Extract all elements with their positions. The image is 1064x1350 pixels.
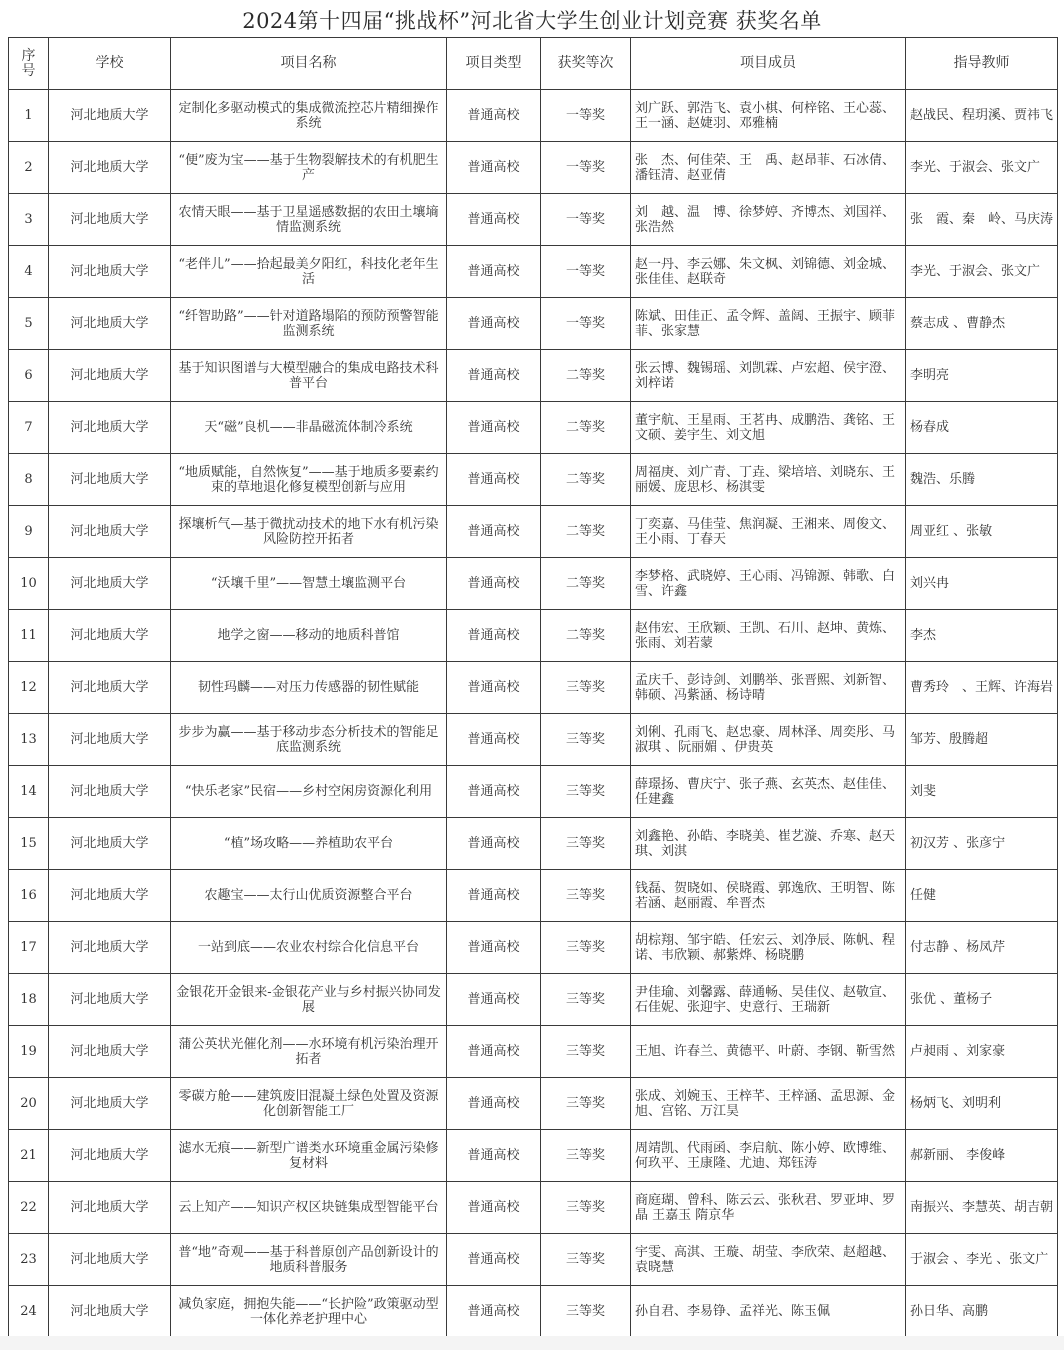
cell-award-level: 三等奖: [541, 1026, 631, 1078]
table-row: [9, 194, 1058, 246]
cell-project-name: 探壤析气—基于微扰动技术的地下水有机污染风险防控开拓者: [171, 506, 447, 558]
cell-no: 2: [9, 142, 49, 194]
table-row: [9, 714, 1058, 766]
cell-members: 刘俐、孔雨飞、赵忠豪、周林泽、周奕彤、马淑琪 、阮丽媚 、伊贵英: [631, 714, 906, 766]
cell-advisors: 初汉芳 、张彦宁: [906, 818, 1058, 870]
table-row: [9, 246, 1058, 298]
cell-advisors: 邹芳、殷腾超: [906, 714, 1058, 766]
cell-members: 张成、刘婉玉、王梓芊、王梓涵、孟思源、金旭、宫铭、万江昊: [631, 1078, 906, 1130]
cell-project-type: 普通高校: [447, 142, 541, 194]
cell-award-level: 二等奖: [541, 610, 631, 662]
cell-project-name: “快乐老家”民宿——乡村空闲房资源化利用: [171, 766, 447, 818]
cell-project-name: “纤智助路”——针对道路塌陷的预防预警智能监测系统: [171, 298, 447, 350]
cell-no: 9: [9, 506, 49, 558]
cell-advisors: 付志静 、杨凤芹: [906, 922, 1058, 974]
cell-award-level: 二等奖: [541, 350, 631, 402]
cell-advisors: 任健: [906, 870, 1058, 922]
cell-project-name: 农情天眼——基于卫星遥感数据的农田土壤墒情监测系统: [171, 194, 447, 246]
cell-advisors: 曹秀玲 、王辉、许海岩: [906, 662, 1058, 714]
header-no: 序号: [9, 38, 49, 90]
cell-project-type: 普通高校: [447, 1234, 541, 1286]
cell-project-name: 步步为赢——基于移动步态分析技术的智能足底监测系统: [171, 714, 447, 766]
table-row: [9, 610, 1058, 662]
table-row: [9, 1234, 1058, 1286]
cell-project-name: 一站到底——农业农村综合化信息平台: [171, 922, 447, 974]
cell-project-type: 普通高校: [447, 662, 541, 714]
cell-school: 河北地质大学: [49, 922, 171, 974]
cell-no: 18: [9, 974, 49, 1026]
cell-no: 22: [9, 1182, 49, 1234]
cell-members: 孙自君、李易铮、孟祥光、陈玉佩: [631, 1286, 906, 1338]
cell-no: 11: [9, 610, 49, 662]
cell-project-type: 普通高校: [447, 454, 541, 506]
cell-members: 刘 越、温 博、徐梦婷、齐博杰、刘国祥、张浩然: [631, 194, 906, 246]
cell-no: 5: [9, 298, 49, 350]
cell-advisors: 刘斐: [906, 766, 1058, 818]
cell-award-level: 二等奖: [541, 402, 631, 454]
document-title: 2024第十四届“挑战杯”河北省大学生创业计划竞赛 获奖名单: [242, 9, 822, 33]
cell-advisors: 孙日华、高鹏: [906, 1286, 1058, 1338]
cell-members: 赵伟宏、王欣颖、王凯、石川、赵坤、黄炼、张雨、刘若蒙: [631, 610, 906, 662]
cell-members: 周靖凯、代雨函、李启航、陈小婷、欧博维、何玖平、王康隆、尤迪、郑钰涛: [631, 1130, 906, 1182]
header-type: 项目类型: [447, 38, 541, 90]
table-row: [9, 454, 1058, 506]
cell-project-type: 普通高校: [447, 558, 541, 610]
cell-award-level: 三等奖: [541, 1130, 631, 1182]
table-row: [9, 818, 1058, 870]
cell-award-level: 三等奖: [541, 1078, 631, 1130]
cell-project-name: 定制化多驱动模式的集成微流控芯片精细操作系统: [171, 90, 447, 142]
cell-no: 1: [9, 90, 49, 142]
cell-members: 丁奕嘉、马佳莹、焦润凝、王湘来、周俊文、王小雨、丁春天: [631, 506, 906, 558]
header-members: 项目成员: [631, 38, 906, 90]
cell-award-level: 三等奖: [541, 922, 631, 974]
table-row: [9, 1182, 1058, 1234]
table-row: [9, 922, 1058, 974]
cell-project-name: “植”场攻略——养植助农平台: [171, 818, 447, 870]
table-row: [9, 350, 1058, 402]
cell-no: 14: [9, 766, 49, 818]
cell-award-level: 三等奖: [541, 766, 631, 818]
cell-school: 河北地质大学: [49, 558, 171, 610]
table-row: [9, 870, 1058, 922]
cell-members: 商庭瑚、曾科、陈云云、张秋君、罗亚坤、罗晶 王嘉玉 隋京华: [631, 1182, 906, 1234]
cell-members: 刘鑫艳、孙皓、李晓美、崔艺漩、乔寒、赵天琪、刘淇: [631, 818, 906, 870]
cell-project-name: 韧性玛麟——对压力传感器的韧性赋能: [171, 662, 447, 714]
cell-advisors: 杨春成: [906, 402, 1058, 454]
cell-project-name: “地质赋能，自然恢复”——基于地质多要素约束的草地退化修复模型创新与应用: [171, 454, 447, 506]
cell-project-type: 普通高校: [447, 90, 541, 142]
cell-project-type: 普通高校: [447, 870, 541, 922]
cell-advisors: 李光、于淑会、张文广: [906, 142, 1058, 194]
cell-project-name: 金银花开金银来-金银花产业与乡村振兴协同发展: [171, 974, 447, 1026]
cell-award-level: 三等奖: [541, 974, 631, 1026]
cell-project-type: 普通高校: [447, 350, 541, 402]
cell-no: 7: [9, 402, 49, 454]
cell-school: 河北地质大学: [49, 714, 171, 766]
cell-award-level: 一等奖: [541, 194, 631, 246]
cell-award-level: 二等奖: [541, 454, 631, 506]
cell-school: 河北地质大学: [49, 350, 171, 402]
table-row: [9, 662, 1058, 714]
cell-advisors: 周亚红 、张敏: [906, 506, 1058, 558]
cell-advisors: 南振兴、李慧英、胡吉朝: [906, 1182, 1058, 1234]
cell-school: 河北地质大学: [49, 1234, 171, 1286]
cell-award-level: 一等奖: [541, 142, 631, 194]
cell-award-level: 三等奖: [541, 1286, 631, 1338]
cell-no: 23: [9, 1234, 49, 1286]
cell-no: 17: [9, 922, 49, 974]
cell-award-level: 三等奖: [541, 1182, 631, 1234]
table-row: [9, 506, 1058, 558]
cell-project-type: 普通高校: [447, 1078, 541, 1130]
cell-no: 21: [9, 1130, 49, 1182]
cell-members: 张 杰、何佳荣、王 禹、赵昂菲、石冰倩、潘钰清、赵亚倩: [631, 142, 906, 194]
table-row: [9, 766, 1058, 818]
cell-project-name: “老伴儿”——拾起最美夕阳红，科技化老年生活: [171, 246, 447, 298]
cell-school: 河北地质大学: [49, 142, 171, 194]
cell-project-type: 普通高校: [447, 818, 541, 870]
cell-school: 河北地质大学: [49, 1130, 171, 1182]
cell-project-type: 普通高校: [447, 714, 541, 766]
cell-no: 12: [9, 662, 49, 714]
cell-members: 钱磊、贺晓如、侯晓霞、郭逸欣、王明智、陈若涵、赵丽霞、牟晋杰: [631, 870, 906, 922]
cell-award-level: 一等奖: [541, 298, 631, 350]
cell-members: 董宇航、王星雨、王茗冉、成鹏浩、龚铭、王文硕、姜宇生、刘文旭: [631, 402, 906, 454]
cell-school: 河北地质大学: [49, 870, 171, 922]
cell-members: 周福庚、刘广青、丁垚、梁培培、刘晓东、王丽媛、庞思杉、杨淇雯: [631, 454, 906, 506]
cell-project-type: 普通高校: [447, 1286, 541, 1338]
cell-members: 尹佳瑜、刘馨露、薛通畅、吴佳仪、赵敬宣、石佳妮、张迎宇、史意行、王瑞新: [631, 974, 906, 1026]
cell-project-name: 云上知产——知识产权区块链集成型智能平台: [171, 1182, 447, 1234]
cell-school: 河北地质大学: [49, 454, 171, 506]
cell-project-name: 零碳方舱——建筑废旧混凝土绿色处置及资源化创新智能工厂: [171, 1078, 447, 1130]
cell-members: 张云博、魏锡瑶、刘凯霖、卢宏超、侯宇澄、刘梓诺: [631, 350, 906, 402]
table-row: [9, 90, 1058, 142]
table-row: [9, 1026, 1058, 1078]
cell-members: 刘广跃、郭浩飞、袁小棋、何梓铭、王心蕊、王一涵、赵婕羽、邓雅楠: [631, 90, 906, 142]
cell-advisors: 张优 、董杨子: [906, 974, 1058, 1026]
header-award: 获奖等次: [541, 38, 631, 90]
cell-members: 李梦格、武晓婷、王心雨、冯锦源、韩歌、白雪、许鑫: [631, 558, 906, 610]
cell-no: 16: [9, 870, 49, 922]
cell-project-name: “沃壤千里”——智慧土壤监测平台: [171, 558, 447, 610]
cell-no: 13: [9, 714, 49, 766]
cell-project-type: 普通高校: [447, 298, 541, 350]
cell-project-type: 普通高校: [447, 974, 541, 1026]
table-row: [9, 1078, 1058, 1130]
cell-project-type: 普通高校: [447, 194, 541, 246]
cell-project-name: 普“地”奇观——基于科普原创产品创新设计的地质科普服务: [171, 1234, 447, 1286]
cell-project-type: 普通高校: [447, 1182, 541, 1234]
cell-project-name: 农趣宝——太行山优质资源整合平台: [171, 870, 447, 922]
header-project: 项目名称: [171, 38, 447, 90]
table-row: [9, 1130, 1058, 1182]
page-bottom-strip: [0, 1336, 1064, 1350]
cell-project-type: 普通高校: [447, 506, 541, 558]
cell-school: 河北地质大学: [49, 506, 171, 558]
cell-school: 河北地质大学: [49, 766, 171, 818]
cell-award-level: 二等奖: [541, 506, 631, 558]
cell-school: 河北地质大学: [49, 90, 171, 142]
cell-no: 24: [9, 1286, 49, 1338]
cell-school: 河北地质大学: [49, 194, 171, 246]
cell-award-level: 三等奖: [541, 870, 631, 922]
cell-school: 河北地质大学: [49, 298, 171, 350]
cell-project-type: 普通高校: [447, 402, 541, 454]
cell-no: 3: [9, 194, 49, 246]
cell-school: 河北地质大学: [49, 662, 171, 714]
cell-project-name: 天“磁”良机——非晶磁流体制冷系统: [171, 402, 447, 454]
table-row: [9, 298, 1058, 350]
cell-school: 河北地质大学: [49, 610, 171, 662]
cell-award-level: 三等奖: [541, 1234, 631, 1286]
cell-school: 河北地质大学: [49, 818, 171, 870]
table-row: [9, 142, 1058, 194]
cell-advisors: 李杰: [906, 610, 1058, 662]
cell-project-name: “便”废为宝——基于生物裂解技术的有机肥生产: [171, 142, 447, 194]
cell-school: 河北地质大学: [49, 1078, 171, 1130]
cell-project-type: 普通高校: [447, 922, 541, 974]
cell-members: 胡棕翔、邹宇皓、任宏云、刘净辰、陈帆、程诺、韦欣颖、郝紫烨、杨晓鹏: [631, 922, 906, 974]
cell-members: 孟庆千、彭诗剑、刘鹏举、张晋熙、刘新智、韩硕、冯紫涵、杨诗晴: [631, 662, 906, 714]
cell-award-level: 三等奖: [541, 818, 631, 870]
cell-no: 20: [9, 1078, 49, 1130]
cell-advisors: 郝新丽、 李俊峰: [906, 1130, 1058, 1182]
cell-advisors: 赵战民、程玥溪、贾祎飞: [906, 90, 1058, 142]
table-row: [9, 558, 1058, 610]
cell-no: 15: [9, 818, 49, 870]
cell-award-level: 一等奖: [541, 90, 631, 142]
header-school: 学校: [49, 38, 171, 90]
cell-project-name: 基于知识图谱与大模型融合的集成电路技术科普平台: [171, 350, 447, 402]
table-row: [9, 402, 1058, 454]
cell-members: 宇雯、高淇、王璇、胡莹、李欣荣、赵超越、袁晓慧: [631, 1234, 906, 1286]
cell-no: 8: [9, 454, 49, 506]
cell-no: 10: [9, 558, 49, 610]
cell-advisors: 魏浩、乐腾: [906, 454, 1058, 506]
cell-project-type: 普通高校: [447, 610, 541, 662]
cell-members: 王旭、许春兰、黄德平、叶蔚、李钢、靳雪然: [631, 1026, 906, 1078]
cell-advisors: 卢昶雨 、刘家豪: [906, 1026, 1058, 1078]
cell-school: 河北地质大学: [49, 402, 171, 454]
cell-advisors: 杨炳飞、刘明利: [906, 1078, 1058, 1130]
cell-school: 河北地质大学: [49, 974, 171, 1026]
table-header-row: [9, 38, 1058, 90]
table-row: [9, 1286, 1058, 1338]
cell-project-type: 普通高校: [447, 1026, 541, 1078]
cell-no: 6: [9, 350, 49, 402]
cell-project-name: 滤水无痕——新型广谱类水环境重金属污染修复材料: [171, 1130, 447, 1182]
cell-award-level: 三等奖: [541, 662, 631, 714]
cell-project-name: 蒲公英状光催化剂——水环境有机污染治理开拓者: [171, 1026, 447, 1078]
cell-advisors: 李明亮: [906, 350, 1058, 402]
cell-members: 薛璟扬、曹庆宁、张子燕、玄英杰、赵佳佳、任建鑫: [631, 766, 906, 818]
cell-advisors: 于淑会 、李光 、张文广: [906, 1234, 1058, 1286]
cell-award-level: 一等奖: [541, 246, 631, 298]
cell-project-name: 地学之窗——移动的地质科普馆: [171, 610, 447, 662]
cell-no: 4: [9, 246, 49, 298]
awards-table: [8, 37, 1058, 1338]
cell-members: 赵一丹、李云娜、朱文枫、刘锦德、刘金城、张佳佳、赵联奇: [631, 246, 906, 298]
cell-members: 陈斌、田佳正、孟令辉、盖阔、王振宇、顾菲菲、张家慧: [631, 298, 906, 350]
cell-no: 19: [9, 1026, 49, 1078]
cell-advisors: 张 霞、秦 岭、马庆涛: [906, 194, 1058, 246]
cell-advisors: 李光、于淑会、张文广: [906, 246, 1058, 298]
cell-project-type: 普通高校: [447, 1130, 541, 1182]
cell-advisors: 刘兴冉: [906, 558, 1058, 610]
header-advisors: 指导教师: [906, 38, 1058, 90]
cell-advisors: 蔡志成 、曹静杰: [906, 298, 1058, 350]
cell-project-type: 普通高校: [447, 246, 541, 298]
cell-school: 河北地质大学: [49, 1026, 171, 1078]
cell-school: 河北地质大学: [49, 246, 171, 298]
cell-school: 河北地质大学: [49, 1182, 171, 1234]
cell-award-level: 三等奖: [541, 714, 631, 766]
cell-project-name: 减负家庭，拥抱失能——“长护险”政策驱动型一体化养老护理中心: [171, 1286, 447, 1338]
cell-school: 河北地质大学: [49, 1286, 171, 1338]
cell-project-type: 普通高校: [447, 766, 541, 818]
table-row: [9, 974, 1058, 1026]
cell-award-level: 二等奖: [541, 558, 631, 610]
